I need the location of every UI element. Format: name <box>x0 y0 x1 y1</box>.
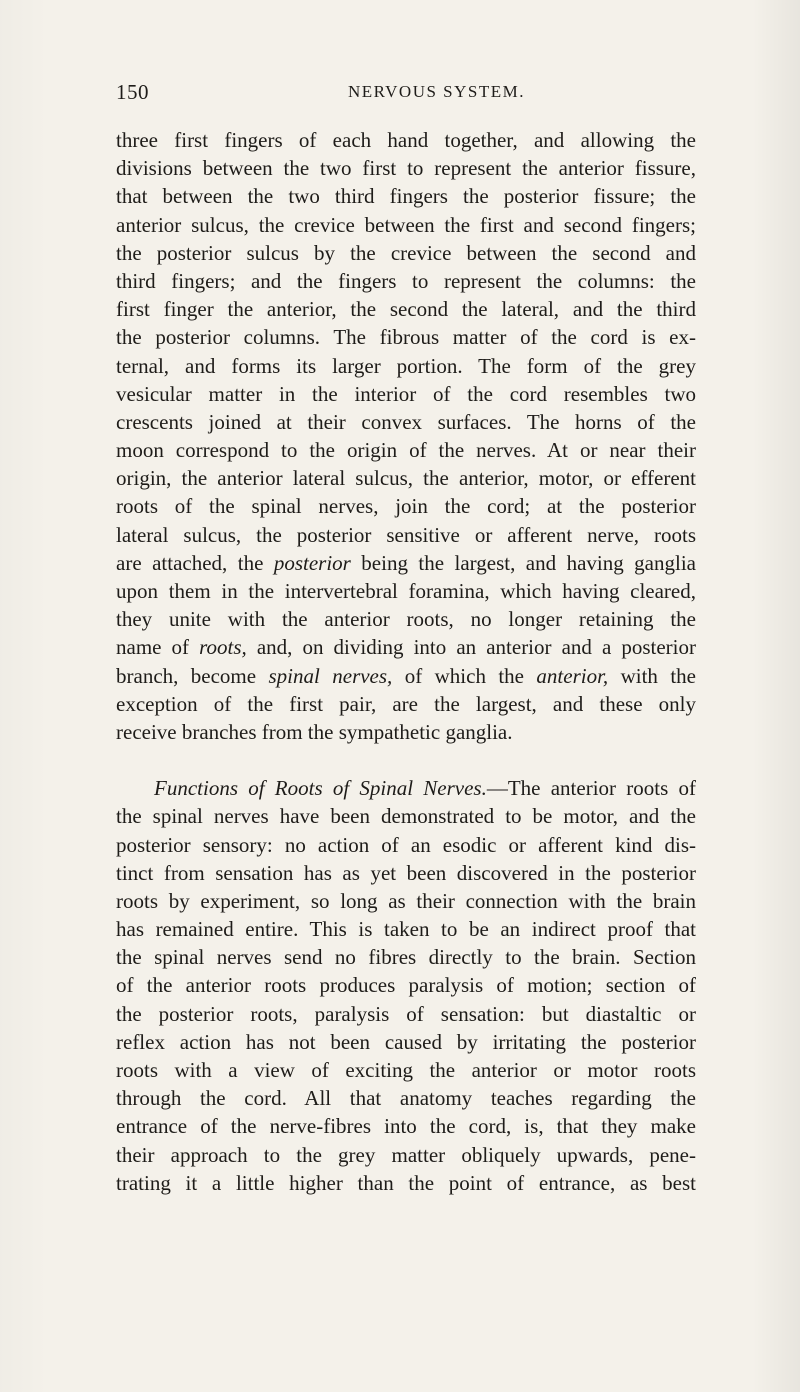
text-line: the spinal nerves have been demonstrated to be motor, and the <box>116 804 696 829</box>
text-line: divisions between the two first to represent the anterior fissure, <box>116 156 696 181</box>
running-head: NERVOUS SYSTEM. <box>348 82 525 101</box>
text-line: tinct from sensation has as yet been discovered in the posterior <box>116 860 696 885</box>
text-line: of the anterior roots produces paralysis of motion; section of <box>116 973 696 998</box>
text-line: that between the two third fingers the posterior fissure; the <box>116 184 696 209</box>
text-line: third fingers; and the fingers to represent the columns: the <box>116 268 696 293</box>
paragraph-structure <box>116 126 696 746</box>
paragraph-functions <box>116 774 696 1197</box>
text-line-with-italic <box>116 662 696 690</box>
page-number: 150 <box>116 80 149 104</box>
text-line: entrance of the nerve-fibres into the cord, is, that they make <box>116 1114 696 1139</box>
text-segment: with the <box>608 663 696 688</box>
italic-term: spinal nerves, <box>268 663 393 688</box>
paragraph-gap <box>116 746 696 774</box>
text-line: anterior sulcus, the crevice between the first and second fingers; <box>116 212 696 237</box>
text-line: through the cord. All that anatomy teaches regarding the <box>116 1086 696 1111</box>
italic-term: posterior <box>273 550 351 575</box>
text-line: they unite with the anterior roots, no longer retaining the <box>116 607 696 632</box>
text-line: posterior sensory: no action of an esodic or afferent kind dis- <box>116 832 696 857</box>
text-line: roots by experiment, so long as their connection with the brain <box>116 888 696 913</box>
text-segment: of which the <box>392 663 537 688</box>
text-segment: —The anterior roots of <box>486 776 696 801</box>
page-header <box>116 80 696 108</box>
text-line: lateral sulcus, the posterior sensitive or afferent nerve, roots <box>116 522 696 547</box>
text-line: roots of the spinal nerves, join the cord; at the posterior <box>116 494 696 519</box>
text-line: reflex action has not been caused by irritating the posterior <box>116 1029 696 1054</box>
text-line: the spinal nerves send no fibres directly to the brain. Section <box>116 945 696 970</box>
text-line: the posterior roots, paralysis of sensation: but diastaltic or <box>116 1001 696 1026</box>
italic-term: roots, <box>199 635 247 660</box>
text-line: receive branches from the sympathetic ganglia. <box>116 719 513 744</box>
text-line: roots with a view of exciting the anterior or motor roots <box>116 1058 696 1082</box>
text-line: vesicular matter in the interior of the cord resembles two <box>116 381 696 406</box>
text-line: trating it a little higher than the point of entrance, as best <box>116 1170 696 1195</box>
text-line: the posterior columns. The fibrous matter of the cord is ex- <box>116 325 696 350</box>
text-segment: name of <box>116 635 200 660</box>
text-segment: being the largest, and having ganglia <box>350 550 696 575</box>
text-line: crescents joined at their convex surfaces. The horns of the <box>116 409 696 434</box>
text-line: first finger the anterior, the second the lateral, and the third <box>116 297 696 322</box>
text-line-with-heading <box>116 774 696 802</box>
text-line: their approach to the grey matter obliquely upwards, pene- <box>116 1142 696 1167</box>
body-text <box>116 126 696 1197</box>
text-line-with-italic <box>116 549 696 577</box>
text-line: ternal, and forms its larger portion. The form of the grey <box>116 353 696 378</box>
text-line: exception of the first pair, are the largest, and these only <box>116 691 696 716</box>
section-heading: Functions of Roots of Spinal Nerves. <box>154 776 487 801</box>
text-segment: and, on dividing into an anterior and a posterior <box>246 635 696 660</box>
text-line: three first fingers of each hand together, and allowing the <box>116 128 696 152</box>
text-line: has remained entire. This is taken to be an indirect proof that <box>116 917 696 942</box>
text-line: upon them in the intervertebral foramina, which having cleared, <box>116 579 696 603</box>
text-line: origin, the anterior lateral sulcus, the anterior, motor, or efferent <box>116 466 696 491</box>
text-line: the posterior sulcus by the crevice between the second and <box>116 240 696 265</box>
text-line: moon correspond to the origin of the nerves. At or near their <box>116 438 696 463</box>
text-segment: are attached, the <box>116 550 274 575</box>
text-segment: branch, become <box>116 663 269 688</box>
italic-term: anterior, <box>536 663 609 688</box>
text-line-with-italic <box>116 633 696 661</box>
